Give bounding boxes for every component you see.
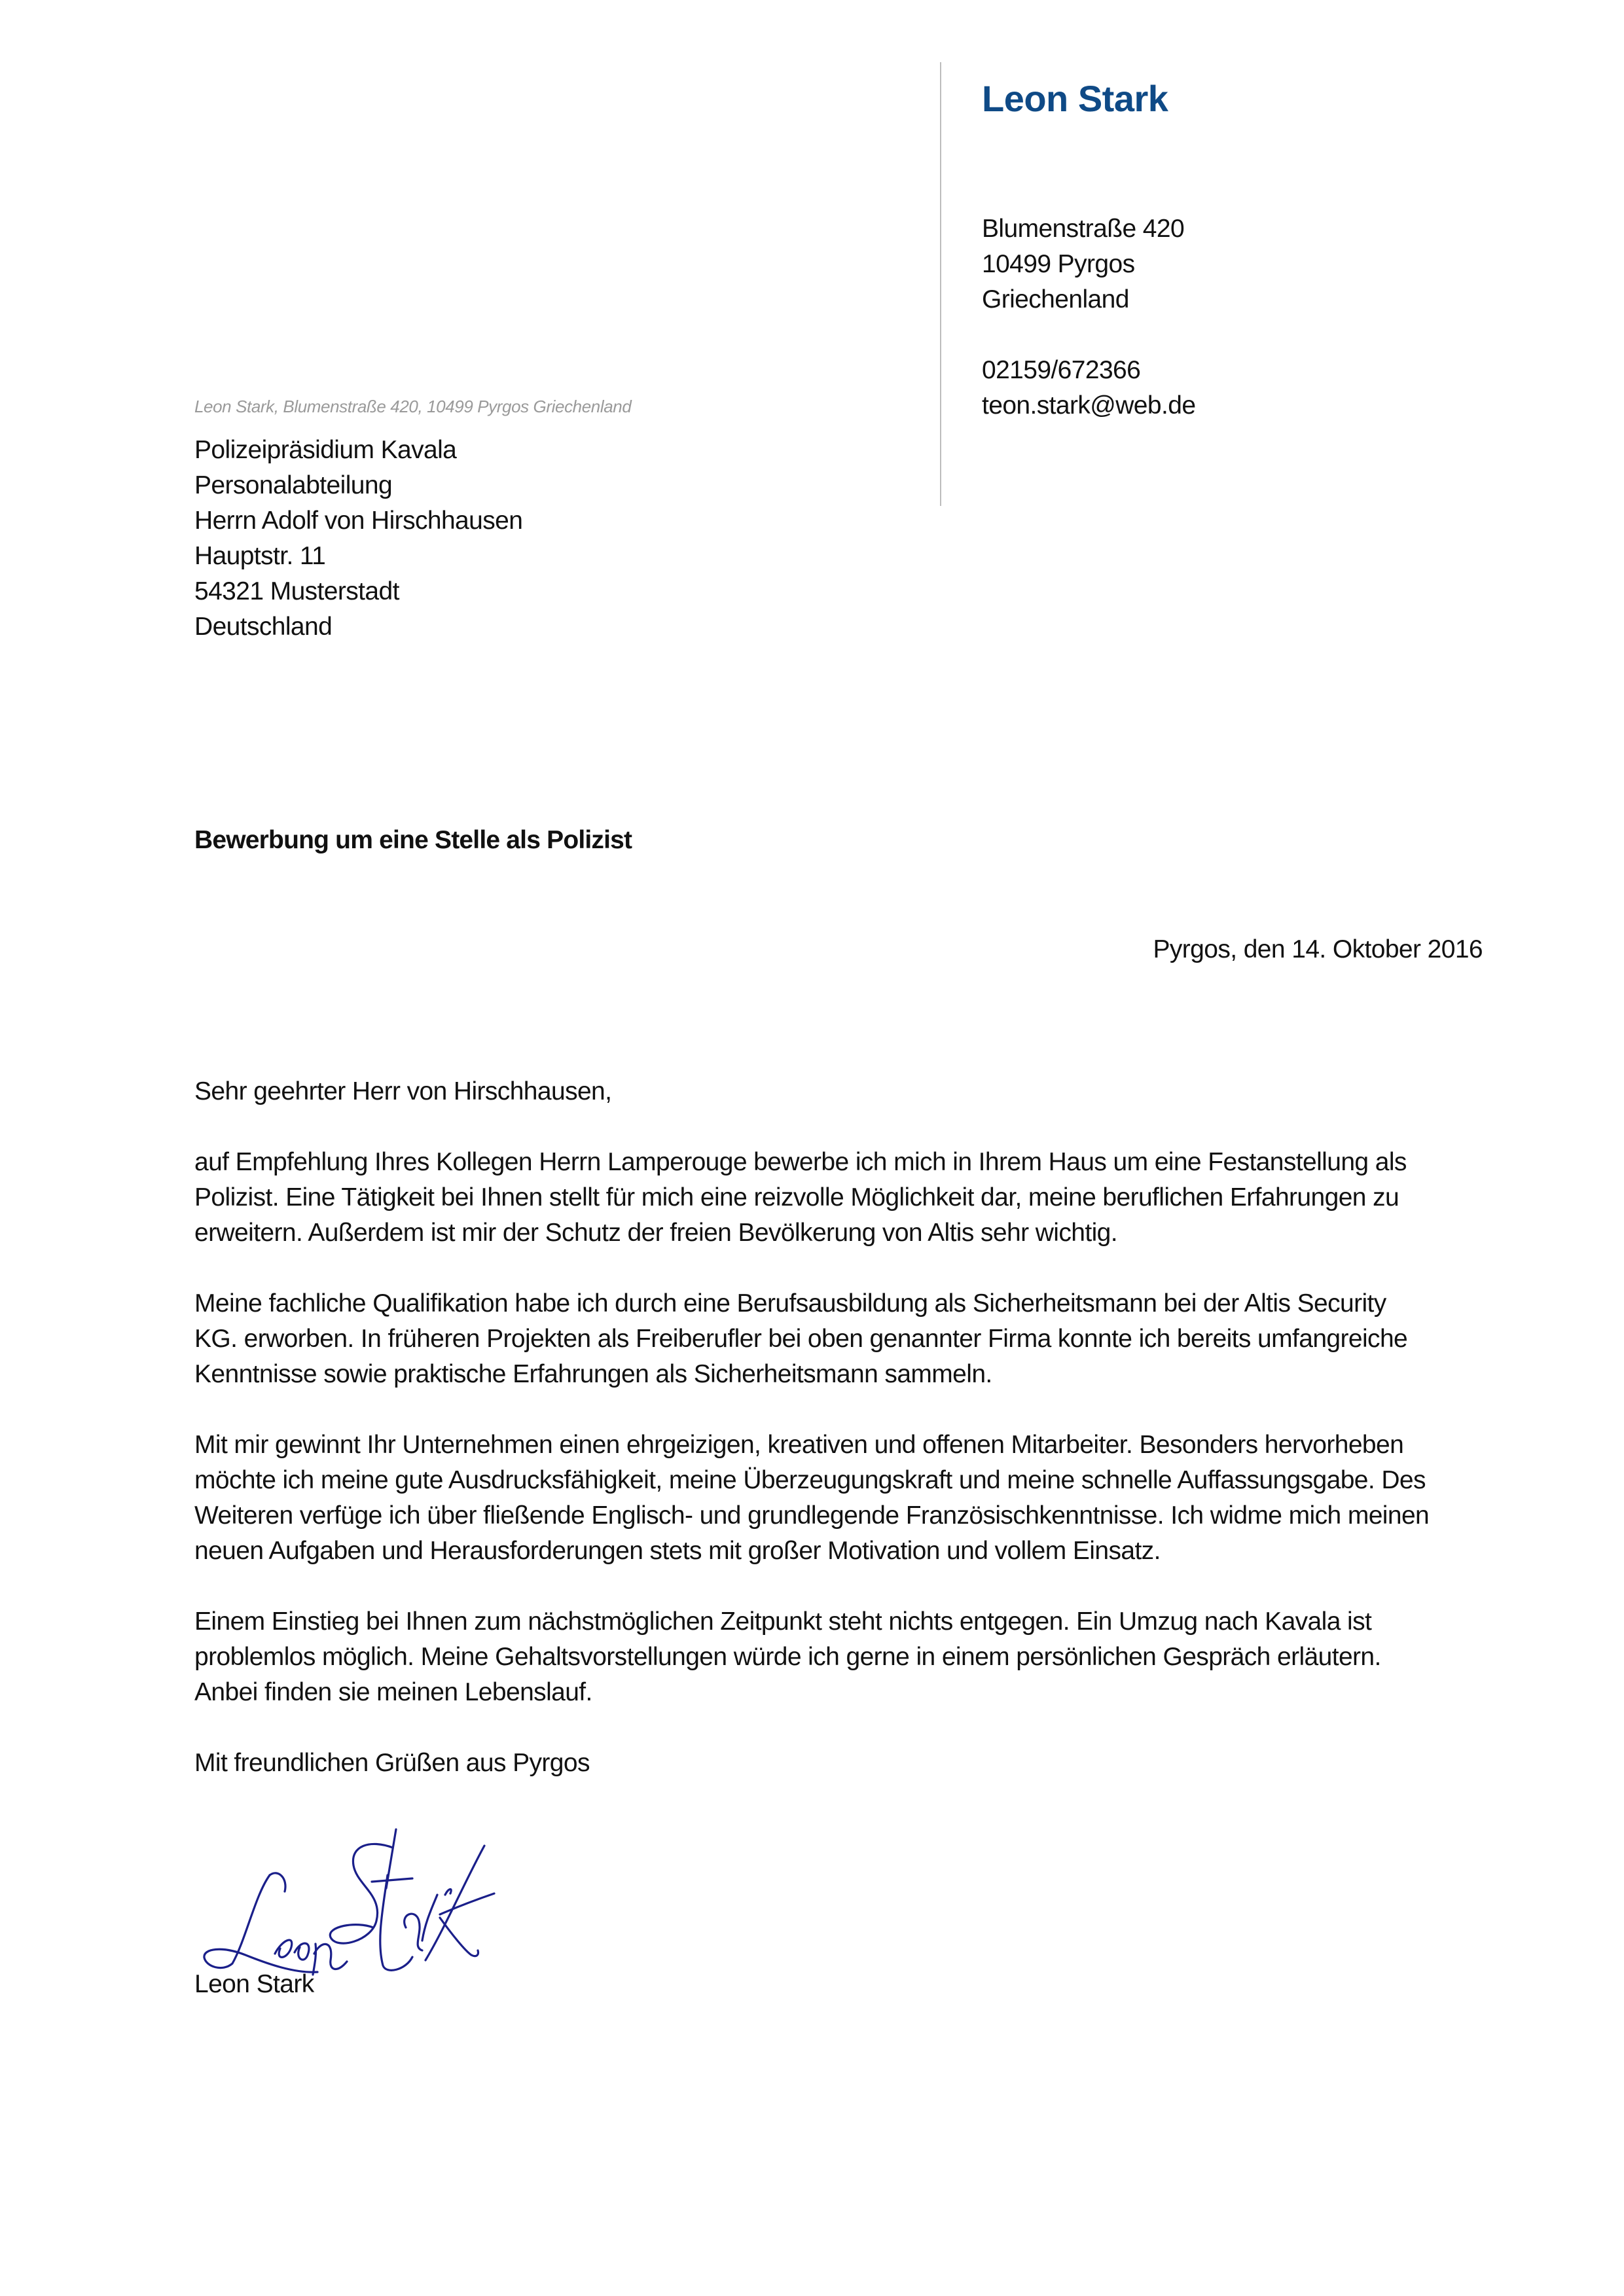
- header-divider: [940, 62, 941, 506]
- return-address-line: Leon Stark, Blumenstraße 420, 10499 Pyrgos Griechenland: [194, 397, 632, 416]
- recipient-line: 54321 Musterstadt: [194, 577, 399, 605]
- recipient-line: Polizeipräsidium Kavala: [194, 436, 457, 464]
- body-paragraph-1: [194, 1145, 1497, 1251]
- paragraph-line: Anbei finden sie meinen Lebenslauf.: [194, 1678, 592, 1706]
- sender-phone: 02159/672366: [982, 356, 1141, 384]
- body-paragraph-4: [194, 1604, 1497, 1710]
- sender-address-line: Blumenstraße 420: [982, 215, 1185, 243]
- sender-address-block: [982, 211, 1195, 423]
- body-paragraph-2: [194, 1286, 1497, 1392]
- paragraph-line: Kenntnisse sowie praktische Erfahrungen als Sicherheitsmann sammeln.: [194, 1360, 992, 1388]
- recipient-line: Hauptstr. 11: [194, 542, 326, 570]
- paragraph-line: Mit mir gewinnt Ihr Unternehmen einen ehrgeizigen, kreativen und offenen Mitarbeiter. Besonders hervorheben: [194, 1431, 1404, 1459]
- recipient-line: Deutschland: [194, 613, 333, 641]
- closing-line: Mit freundlichen Grüßen aus Pyrgos: [194, 1749, 590, 1777]
- paragraph-line: auf Empfehlung Ihres Kollegen Herrn Lamperouge bewerbe ich mich in Ihrem Haus um eine Festanstellung als: [194, 1148, 1407, 1176]
- recipient-line: Personalabteilung: [194, 471, 393, 499]
- paragraph-line: problemlos möglich. Meine Gehaltsvorstellungen würde ich gerne in einem persönlichen Gespräch erläutern.: [194, 1643, 1381, 1671]
- recipient-line: Herrn Adolf von Hirschhausen: [194, 507, 523, 535]
- paragraph-line: möchte ich meine gute Ausdrucksfähigkeit, meine Überzeugungskraft und meine schnelle Auffassungsgabe. Des: [194, 1466, 1426, 1494]
- paragraph-line: KG. erworben. In früheren Projekten als Freiberufler bei oben genannter Firma konnte ich bereits umfangreiche: [194, 1325, 1408, 1353]
- subject-line: Bewerbung um eine Stelle als Polizist: [194, 826, 632, 854]
- paragraph-line: Meine fachliche Qualifikation habe ich durch eine Berufsausbildung als Sicherheitsmann bei der Altis Security: [194, 1289, 1386, 1318]
- paragraph-line: neuen Aufgaben und Herausforderungen stets mit großer Motivation und vollem Einsatz.: [194, 1537, 1161, 1565]
- salutation: Sehr geehrter Herr von Hirschhausen,: [194, 1077, 612, 1105]
- paragraph-line: Weiteren verfüge ich über fließende Englisch- und grundlegende Französischkenntnisse. Ich widme mich meinen: [194, 1501, 1430, 1530]
- paragraph-line: Polizist. Eine Tätigkeit bei Ihnen stellt für mich eine reizvolle Möglichkeit dar, meine beruflichen Erfahrungen zu: [194, 1183, 1399, 1211]
- paragraph-line: erweitern. Außerdem ist mir der Schutz der freien Bevölkerung von Altis sehr wichtig.: [194, 1219, 1117, 1247]
- handwritten-signature-image: [196, 1810, 615, 1980]
- sender-name-heading: Leon Stark: [982, 78, 1168, 119]
- sender-address-line: 10499 Pyrgos: [982, 250, 1135, 278]
- sender-address-line: Griechenland: [982, 285, 1129, 314]
- date-line: Pyrgos, den 14. Oktober 2016: [1153, 935, 1483, 963]
- paragraph-line: Einem Einstieg bei Ihnen zum nächstmöglichen Zeitpunkt steht nichts entgegen. Ein Umzug nach Kavala ist: [194, 1607, 1372, 1636]
- sender-email: teon.stark@web.de: [982, 391, 1196, 420]
- recipient-address-block: [194, 433, 522, 645]
- signature-name: Leon Stark: [194, 1970, 314, 1998]
- body-paragraph-3: [194, 1427, 1497, 1569]
